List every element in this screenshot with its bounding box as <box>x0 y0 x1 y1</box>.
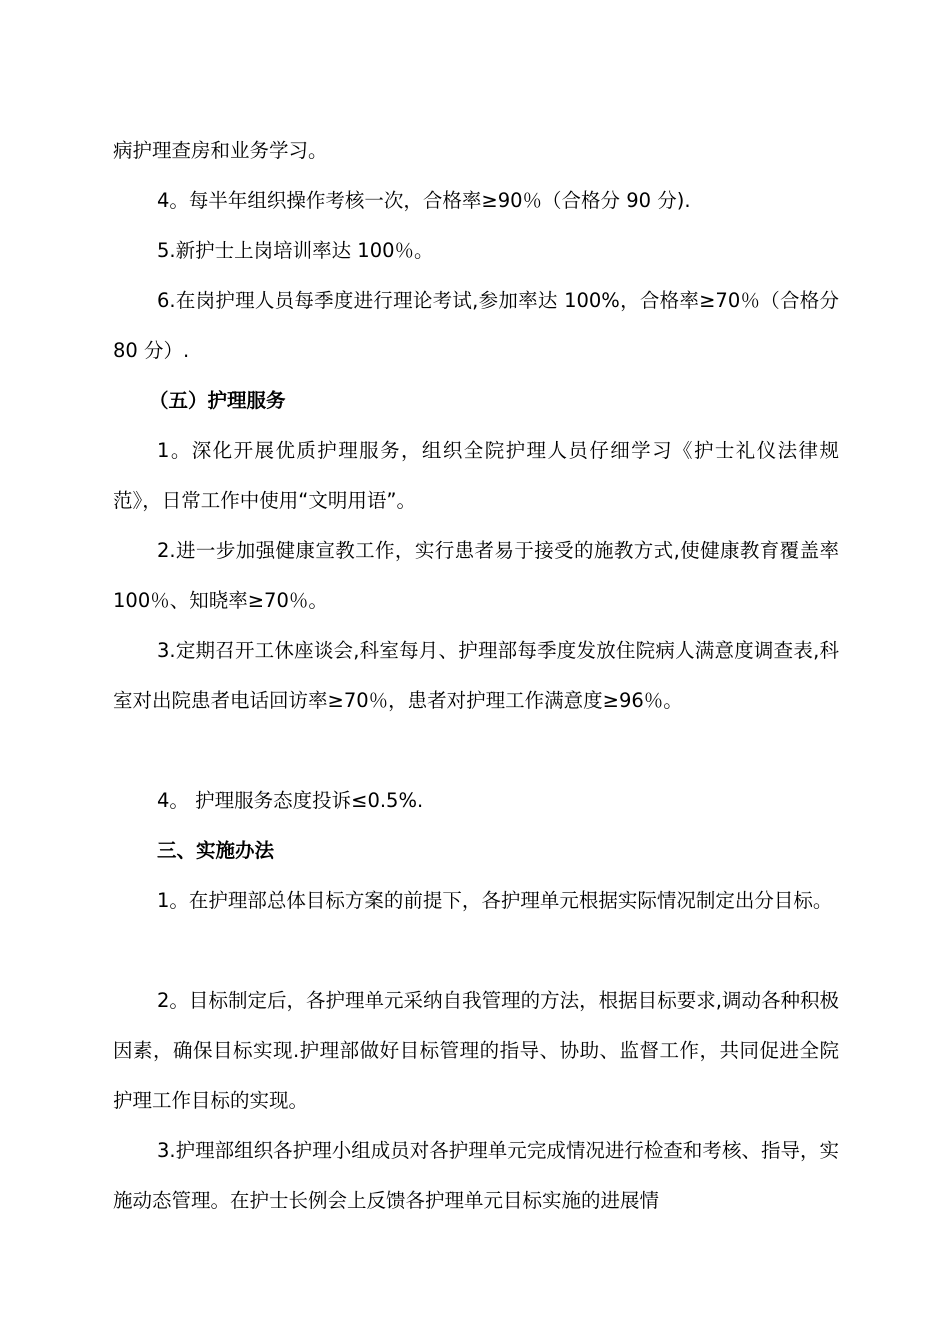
paragraph-implementation-1: 1。在护理部总体目标方案的前提下，各护理单元根据实际情况制定出分目标。 <box>157 889 833 912</box>
paragraph-implementation-3: 3.护理部组织各护理小组成员对各护理单元完成情况进行检查和考核、指导，实施动态管理。在护士长例会上反馈各护理单元目标实施的进展情 <box>113 1139 839 1212</box>
paragraph-implementation-2: 2。目标制定后，各护理单元采纳自我管理的方法，根据目标要求,调动各种积极因素，确保目标实现.护理部做好目标管理的指导、协助、监督工作，共同促进全院护理工作目标的实现。 <box>113 989 839 1112</box>
paragraph-service-3: 3.定期召开工休座谈会,科室每月、护理部每季度发放住院病人满意度调查表,科室对出院患者电话回访率≥70％，患者对护理工作满意度≥96％。 <box>113 639 839 712</box>
section-heading-implementation: 三、实施办法 <box>157 839 275 862</box>
paragraph-service-2: 2.进一步加强健康宣教工作，实行患者易于接受的施教方式,使健康教育覆盖率 100％、知晓率≥70％。 <box>113 539 839 612</box>
paragraph-item-5: 5.新护士上岗培训率达 100％。 <box>157 239 434 262</box>
paragraph-item-6: 6.在岗护理人员每季度进行理论考试,参加率达 100%，合格率≥70％（合格分 80 分）. <box>113 289 839 362</box>
paragraph-service-4: 4。 护理服务态度投诉≤0.5%. <box>157 789 424 812</box>
section-heading-nursing-service: （五）护理服务 <box>149 389 286 412</box>
paragraph-service-1: 1。深化开展优质护理服务，组织全院护理人员仔细学习《护士礼仪法律规范》，日常工作中使用“文明用语”。 <box>113 439 839 512</box>
paragraph-continuation: 病护理查房和业务学习。 <box>113 139 328 162</box>
paragraph-item-4: 4。每半年组织操作考核一次，合格率≥90％（合格分 90 分). <box>157 189 691 212</box>
